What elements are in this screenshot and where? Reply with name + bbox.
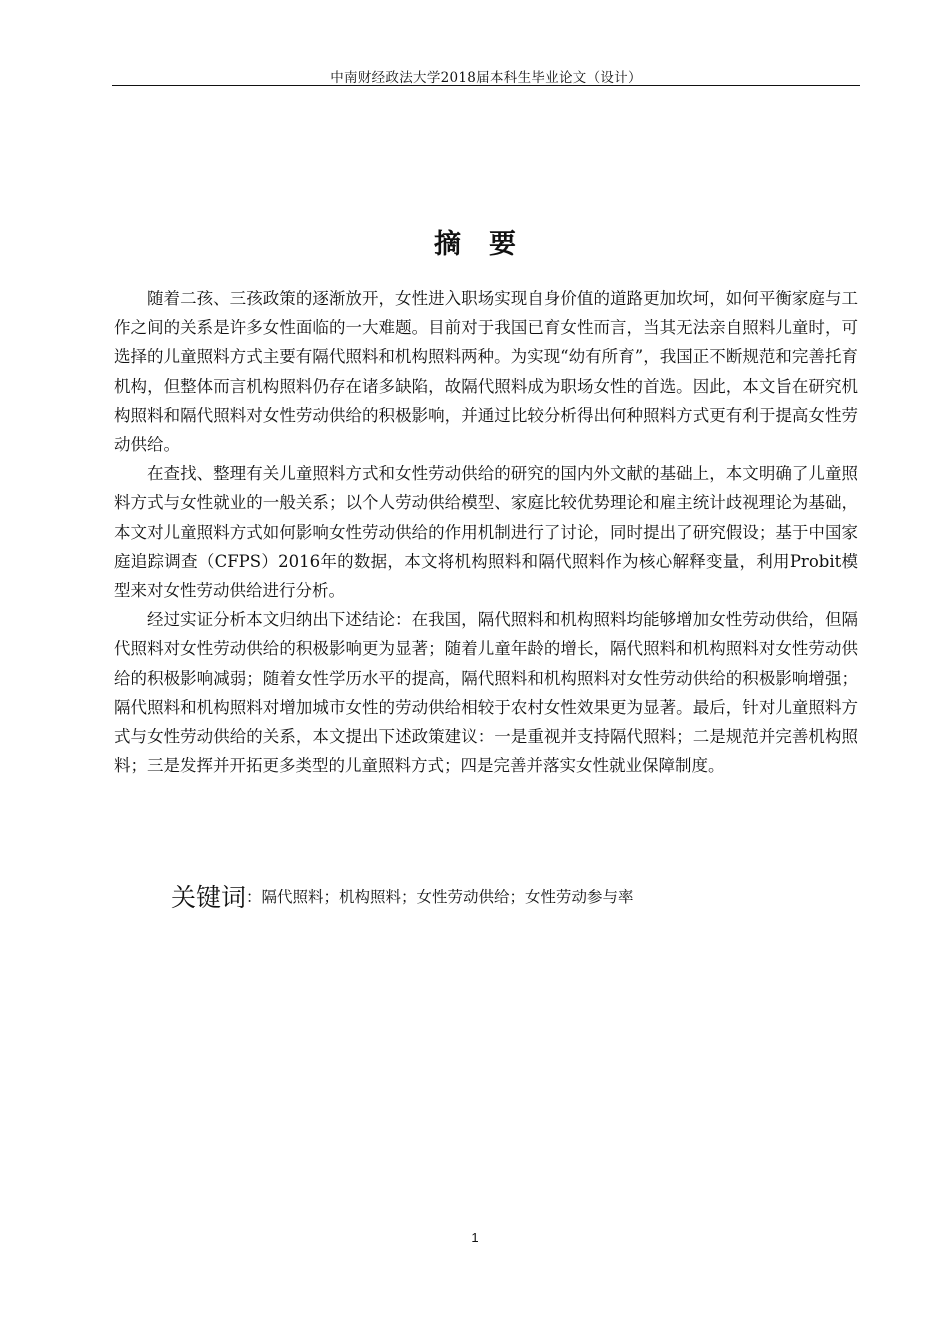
page-title: 摘要 bbox=[434, 229, 544, 260]
running-header: 中南财经政法大学2018届本科生毕业论文（设计） bbox=[330, 70, 642, 86]
keywords-label: 关键词 bbox=[171, 883, 247, 912]
keywords-line bbox=[171, 878, 634, 914]
abstract-paragraph-1: 随着二孩、三孩政策的逐渐放开，女性进入职场实现自身价值的道路更加坎坷，如何平衡家庭与工作之间的关系是许多女性面临的一大难题。目前对于我国已育女性而言，当其无法亲自照料儿童时，可选择的儿童照料方式主要有隔代照料和机构照料两种。为实现“幼有所育”，我国正不断规范和完善托育机构，但整体而言机构照料仍存在诸多缺陷，故隔代照料成为职场女性的首选。因此，本文旨在研究机构照料和隔代照料对女性劳动供给的积极影响，并通过比较分析得出何种照料方式更有利于提高女性劳动供给。 bbox=[114, 289, 858, 455]
abstract-paragraph-3: 经过实证分析本文归纳出下述结论：在我国，隔代照料和机构照料均能够增加女性劳动供给，但隔代照料对女性劳动供给的积极影响更为显著；随着儿童年龄的增长，隔代照料和机构照料对女性劳动供给的积极影响减弱；随着女性学历水平的提高，隔代照料和机构照料对女性劳动供给的积极影响增强；隔代照料和机构照料对增加城市女性的劳动供给相较于农村女性效果更为显著。最后，针对儿童照料方式与女性劳动供给的关系，本文提出下述政策建议：一是重视并支持隔代照料；二是规范并完善机构照料；三是发挥并开拓更多类型的儿童照料方式；四是完善并落实女性就业保障制度。 bbox=[114, 610, 858, 776]
header-divider bbox=[112, 85, 860, 86]
page-number: 1 bbox=[471, 1230, 479, 1245]
abstract-paragraph-2: 在查找、整理有关儿童照料方式和女性劳动供给的研究的国内外文献的基础上，本文明确了儿童照料方式与女性就业的一般关系；以个人劳动供给模型、家庭比较优势理论和雇主统计歧视理论为基础，本文对儿童照料方式如何影响女性劳动供给的作用机制进行了讨论，同时提出了研究假设；基于中国家庭追踪调查（CFPS）2016年的数据，本文将机构照料和隔代照料作为核心解释变量，利用Probit模型来对女性劳动供给进行分析。 bbox=[114, 464, 858, 601]
keywords-text: ：隔代照料；机构照料；女性劳动供给；女性劳动参与率 bbox=[246, 888, 634, 906]
abstract-body bbox=[114, 284, 858, 780]
